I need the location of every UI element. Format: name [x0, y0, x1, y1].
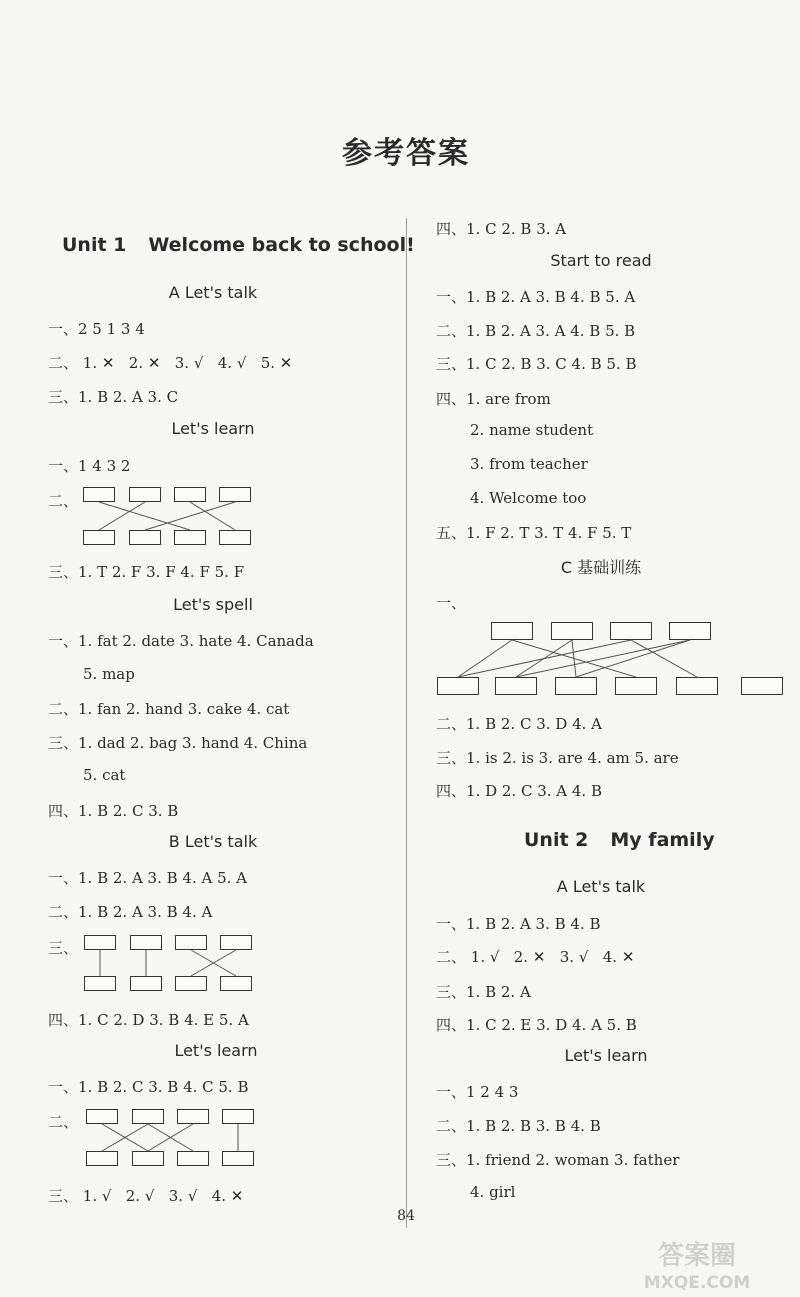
- answer-line: 四、1. D 2. C 3. A 4. B: [436, 782, 602, 800]
- unit2-name: My family: [610, 829, 715, 851]
- watermark-text-url: MXQE.COM: [643, 1273, 751, 1293]
- section-lets-learn: Let's learn: [171, 419, 255, 438]
- section-c-basic-training: C 基础训练: [560, 558, 642, 577]
- answer-line: 三、1. C 2. B 3. C 4. B 5. B: [436, 355, 637, 373]
- answer-line: 一、1. B 2. A 3. B 4. B 5. A: [436, 288, 636, 306]
- check-icon: √: [101, 1187, 112, 1205]
- answer-line: 4. Welcome too: [470, 489, 587, 507]
- check-icon: √: [144, 1187, 155, 1205]
- answer-line: 二、1. B 2. A 3. B 4. A: [48, 903, 213, 921]
- answer-line: 三、1. T 2. F 3. F 4. F 5. F: [48, 563, 245, 581]
- watermark-text-main: 答案圈: [657, 1241, 737, 1271]
- answer-line: 四、1. C 2. B 3. A: [436, 220, 567, 238]
- answer-line: 一、1 2 4 3: [436, 1083, 519, 1101]
- answer-line-marks: 二、 1. ✕ 2. ✕ 3. √ 4. √ 5. ✕: [48, 354, 293, 372]
- section-lets-learn: Let's learn: [174, 1041, 258, 1060]
- answer-line: 4. girl: [470, 1183, 516, 1201]
- answer-line: 三、1. dad 2. bag 3. hand 4. China: [48, 734, 308, 752]
- cross-icon: ✕: [621, 948, 635, 966]
- answer-line: 3. from teacher: [470, 455, 588, 473]
- section-lets-learn: Let's learn: [564, 1046, 648, 1065]
- answer-line: 5. map: [83, 665, 135, 683]
- answer-line: 四、1. B 2. C 3. B: [48, 802, 179, 820]
- section-a-lets-talk: A Let's talk: [168, 283, 258, 302]
- section-start-to-read: Start to read: [550, 251, 652, 270]
- answer-line: 三、1. B 2. A 3. C: [48, 388, 179, 406]
- matching-label: 一、: [436, 594, 467, 612]
- matching-label: 二、: [48, 492, 79, 510]
- check-icon: √: [193, 354, 204, 372]
- unit2-heading: [524, 829, 715, 851]
- answer-line-marks: 二、 1. √ 2. ✕ 3. √ 4. ✕: [436, 948, 635, 966]
- cross-icon: ✕: [230, 1187, 244, 1205]
- check-icon: √: [236, 354, 247, 372]
- answer-line: 一、1. B 2. A 3. B 4. A 5. A: [48, 869, 248, 887]
- answer-line: 三、1. is 2. is 3. are 4. am 5. are: [436, 749, 679, 767]
- cross-icon: ✕: [101, 354, 115, 372]
- answer-line-marks: 三、 1. √ 2. √ 3. √ 4. ✕: [48, 1187, 244, 1205]
- unit1-label: Unit 1: [62, 234, 127, 256]
- cross-icon: ✕: [279, 354, 293, 372]
- page-number: 84: [397, 1208, 415, 1224]
- watermark-logo: [612, 1238, 782, 1293]
- section-b-lets-talk: B Let's talk: [168, 832, 258, 851]
- unit1-name: Welcome back to school!: [148, 234, 415, 256]
- answer-line: 一、1. B 2. A 3. B 4. B: [436, 915, 601, 933]
- answer-line: 一、2 5 1 3 4: [48, 320, 145, 338]
- answer-line: 二、1. fan 2. hand 3. cake 4. cat: [48, 700, 290, 718]
- answer-line: 5. cat: [83, 766, 126, 784]
- answer-line: 2. name student: [470, 421, 594, 439]
- matching-label: 三、: [48, 939, 79, 957]
- answer-line: 四、1. are from: [436, 390, 551, 408]
- answer-line: 五、1. F 2. T 3. T 4. F 5. T: [436, 524, 632, 542]
- check-icon: √: [578, 948, 589, 966]
- check-icon: √: [187, 1187, 198, 1205]
- answer-line: 二、1. B 2. C 3. D 4. A: [436, 715, 602, 733]
- answer-line: 二、1. B 2. B 3. B 4. B: [436, 1117, 601, 1135]
- answer-line: 三、1. friend 2. woman 3. father: [436, 1151, 680, 1169]
- answer-line: 一、1 4 3 2: [48, 457, 131, 475]
- answer-line: 三、1. B 2. A: [436, 983, 531, 1001]
- cross-icon: ✕: [532, 948, 546, 966]
- section-a-lets-talk: A Let's talk: [556, 877, 646, 896]
- answer-line: 一、1. B 2. C 3. B 4. C 5. B: [48, 1078, 249, 1096]
- answer-line: 四、1. C 2. D 3. B 4. E 5. A: [48, 1011, 249, 1029]
- check-icon: √: [489, 948, 500, 966]
- page-title: 参考答案: [342, 136, 470, 171]
- answer-line: 二、1. B 2. A 3. A 4. B 5. B: [436, 322, 636, 340]
- answer-line: 一、1. fat 2. date 3. hate 4. Canada: [48, 632, 314, 650]
- cross-icon: ✕: [147, 354, 161, 372]
- matching-label: 二、: [48, 1113, 79, 1131]
- answer-line: 四、1. C 2. E 3. D 4. A 5. B: [436, 1016, 637, 1034]
- unit2-label: Unit 2: [524, 829, 589, 851]
- section-lets-spell: Let's spell: [173, 595, 253, 614]
